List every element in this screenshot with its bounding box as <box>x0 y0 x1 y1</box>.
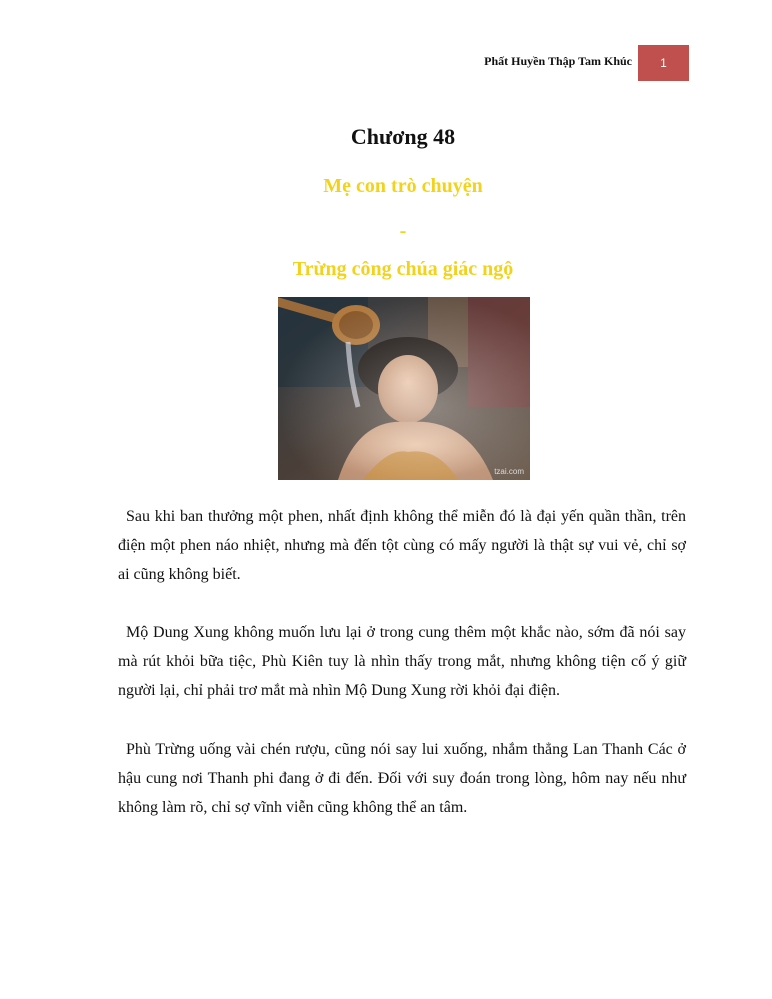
paragraph-1: Sau khi ban thưởng một phen, nhất định không thể miễn đó là đại yến quần thần, trên điện một phen náo nhiệt, nhưng mà đến tột cùng có mấy người là thật sự vui vẻ, chỉ sợ ai cũng không biết. <box>118 508 686 583</box>
image-watermark: tzai.com <box>494 467 524 476</box>
page-number: 1 <box>660 56 667 70</box>
running-header-title: Phất Huyền Thập Tam Khúc <box>484 54 632 68</box>
chapter-subtitle-separator: - <box>399 220 407 242</box>
paragraph-3: Phù Trừng uống vài chén rượu, cũng nói say lui xuống, nhắm thẳng Lan Thanh Các ở hậu cung nơi Thanh phi đang ở đi đến. Đối với suy đoán trong lòng, hôm nay nếu như không làm rõ, chỉ sợ vĩnh viễn cũng không thể an tâm. <box>118 741 686 816</box>
chapter-subtitle-line1: Mẹ con trò chuyện <box>323 175 483 197</box>
illustration-drawing <box>278 297 530 480</box>
chapter-title: Chương 48 <box>350 124 456 149</box>
chapter-illustration <box>278 297 530 480</box>
paragraph-2: Mộ Dung Xung không muốn lưu lại ở trong cung thêm một khắc nào, sớm đã nói say mà rút khỏi bữa tiệc, Phù Kiên tuy là nhìn thấy trong mắt, nhưng không tiện cố ý giữ người lại, chỉ phải trơ mắt mà nhìn Mộ Dung Xung rời khỏi đại điện. <box>118 624 686 699</box>
chapter-subtitle-line2: Trừng công chúa giác ngộ <box>292 258 514 280</box>
page-number-badge <box>638 45 689 81</box>
